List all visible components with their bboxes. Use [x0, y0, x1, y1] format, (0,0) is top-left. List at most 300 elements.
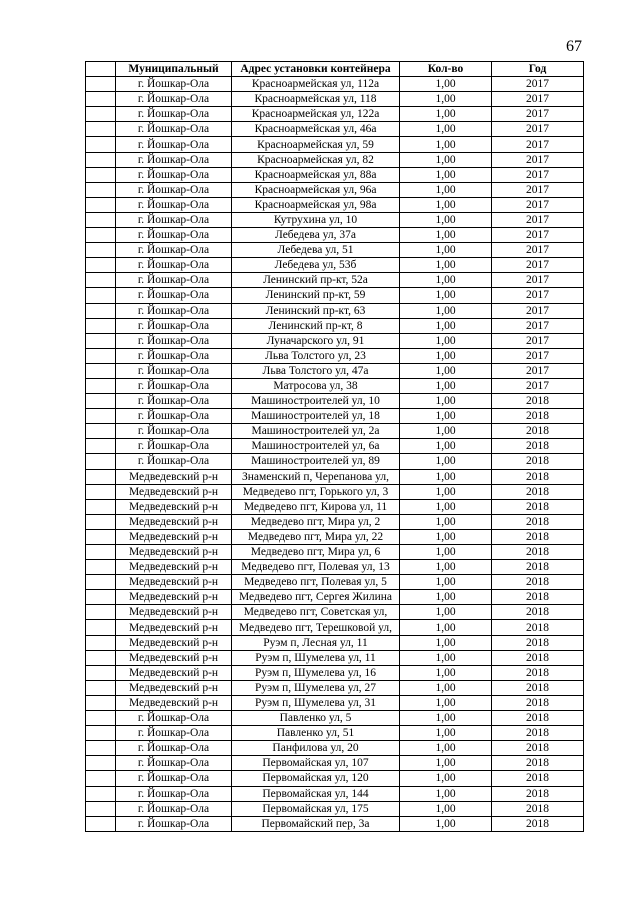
quantity-cell: 1,00 — [400, 258, 492, 273]
row-empty-cell — [86, 771, 116, 786]
table-row — [86, 771, 584, 786]
table-row — [86, 741, 584, 756]
address-cell: Медведево пгт, Терешковой ул, — [232, 620, 400, 635]
address-cell: Красноармейская ул, 96а — [232, 182, 400, 197]
year-cell: 2018 — [492, 529, 584, 544]
table-row — [86, 167, 584, 182]
address-cell: Ленинский пр-кт, 52а — [232, 273, 400, 288]
row-empty-cell — [86, 529, 116, 544]
municipality-cell: г. Йошкар-Ола — [116, 122, 232, 137]
year-cell: 2017 — [492, 348, 584, 363]
quantity-cell: 1,00 — [400, 333, 492, 348]
year-cell: 2017 — [492, 107, 584, 122]
row-empty-cell — [86, 394, 116, 409]
quantity-cell: 1,00 — [400, 363, 492, 378]
year-cell: 2017 — [492, 378, 584, 393]
municipality-cell: Медведевский р-н — [116, 680, 232, 695]
address-cell: Павленко ул, 51 — [232, 726, 400, 741]
municipality-cell: г. Йошкар-Ола — [116, 439, 232, 454]
row-empty-cell — [86, 197, 116, 212]
address-cell: Первомайская ул, 144 — [232, 786, 400, 801]
quantity-cell: 1,00 — [400, 77, 492, 92]
table-row — [86, 711, 584, 726]
table-row — [86, 137, 584, 152]
year-cell: 2017 — [492, 363, 584, 378]
municipality-cell: г. Йошкар-Ола — [116, 273, 232, 288]
address-cell: Медведево пгт, Полевая ул, 13 — [232, 560, 400, 575]
quantity-cell: 1,00 — [400, 212, 492, 227]
year-cell: 2018 — [492, 499, 584, 514]
municipality-cell: г. Йошкар-Ола — [116, 816, 232, 831]
row-empty-cell — [86, 665, 116, 680]
quantity-cell: 1,00 — [400, 348, 492, 363]
container-table — [85, 61, 584, 832]
year-cell: 2018 — [492, 514, 584, 529]
header-empty — [86, 62, 116, 77]
year-cell: 2018 — [492, 424, 584, 439]
municipality-cell: г. Йошкар-Ола — [116, 711, 232, 726]
year-cell: 2018 — [492, 756, 584, 771]
municipality-cell: Медведевский р-н — [116, 605, 232, 620]
row-empty-cell — [86, 212, 116, 227]
address-cell: Руэм п, Лесная ул, 11 — [232, 635, 400, 650]
year-cell: 2017 — [492, 77, 584, 92]
address-cell: Красноармейская ул, 118 — [232, 92, 400, 107]
year-cell: 2018 — [492, 590, 584, 605]
address-cell: Машиностроителей ул, 6а — [232, 439, 400, 454]
row-empty-cell — [86, 228, 116, 243]
quantity-cell: 1,00 — [400, 454, 492, 469]
address-cell: Руэм п, Шумелева ул, 27 — [232, 680, 400, 695]
row-empty-cell — [86, 635, 116, 650]
municipality-cell: г. Йошкар-Ола — [116, 303, 232, 318]
row-empty-cell — [86, 484, 116, 499]
municipality-cell: Медведевский р-н — [116, 590, 232, 605]
year-cell: 2018 — [492, 816, 584, 831]
row-empty-cell — [86, 273, 116, 288]
year-cell: 2017 — [492, 197, 584, 212]
municipality-cell: г. Йошкар-Ола — [116, 756, 232, 771]
address-cell: Медведево пгт, Мира ул, 22 — [232, 529, 400, 544]
quantity-cell: 1,00 — [400, 695, 492, 710]
municipality-cell: Медведевский р-н — [116, 695, 232, 710]
row-empty-cell — [86, 288, 116, 303]
quantity-cell: 1,00 — [400, 650, 492, 665]
municipality-cell: г. Йошкар-Ола — [116, 77, 232, 92]
municipality-cell: Медведевский р-н — [116, 635, 232, 650]
table-row — [86, 801, 584, 816]
municipality-cell: г. Йошкар-Ола — [116, 182, 232, 197]
year-cell: 2018 — [492, 711, 584, 726]
table-row — [86, 680, 584, 695]
table-row — [86, 650, 584, 665]
row-empty-cell — [86, 711, 116, 726]
year-cell: 2018 — [492, 409, 584, 424]
municipality-cell: г. Йошкар-Ола — [116, 363, 232, 378]
address-cell: Красноармейская ул, 88а — [232, 167, 400, 182]
row-empty-cell — [86, 560, 116, 575]
table-row — [86, 469, 584, 484]
year-cell: 2018 — [492, 741, 584, 756]
municipality-cell: г. Йошкар-Ола — [116, 424, 232, 439]
quantity-cell: 1,00 — [400, 152, 492, 167]
table-row — [86, 122, 584, 137]
year-cell: 2018 — [492, 454, 584, 469]
municipality-cell: Медведевский р-н — [116, 575, 232, 590]
address-cell: Руэм п, Шумелева ул, 16 — [232, 665, 400, 680]
table-row — [86, 197, 584, 212]
quantity-cell: 1,00 — [400, 303, 492, 318]
table-row — [86, 665, 584, 680]
row-empty-cell — [86, 333, 116, 348]
table-row — [86, 816, 584, 831]
quantity-cell: 1,00 — [400, 167, 492, 182]
year-cell: 2018 — [492, 560, 584, 575]
table-row — [86, 228, 584, 243]
address-cell: Льва Толстого ул, 47а — [232, 363, 400, 378]
quantity-cell: 1,00 — [400, 665, 492, 680]
address-cell: Медведево пгт, Мира ул, 6 — [232, 545, 400, 560]
row-empty-cell — [86, 243, 116, 258]
municipality-cell: г. Йошкар-Ола — [116, 258, 232, 273]
municipality-cell: Медведевский р-н — [116, 545, 232, 560]
address-cell: Первомайская ул, 120 — [232, 771, 400, 786]
address-cell: Луначарского ул, 91 — [232, 333, 400, 348]
row-empty-cell — [86, 499, 116, 514]
year-cell: 2017 — [492, 152, 584, 167]
quantity-cell: 1,00 — [400, 243, 492, 258]
quantity-cell: 1,00 — [400, 545, 492, 560]
year-cell: 2017 — [492, 333, 584, 348]
header-quantity: Кол-во — [400, 62, 492, 77]
table-row — [86, 378, 584, 393]
quantity-cell: 1,00 — [400, 107, 492, 122]
quantity-cell: 1,00 — [400, 560, 492, 575]
address-cell: Медведево пгт, Советская ул, — [232, 605, 400, 620]
table-row — [86, 454, 584, 469]
table-row — [86, 529, 584, 544]
address-cell: Медведево пгт, Мира ул, 2 — [232, 514, 400, 529]
row-empty-cell — [86, 545, 116, 560]
year-cell: 2017 — [492, 182, 584, 197]
year-cell: 2017 — [492, 258, 584, 273]
table-row — [86, 273, 584, 288]
address-cell: Лебедева ул, 51 — [232, 243, 400, 258]
table-row — [86, 303, 584, 318]
year-cell: 2017 — [492, 288, 584, 303]
municipality-cell: г. Йошкар-Ола — [116, 771, 232, 786]
address-cell: Лебедева ул, 37а — [232, 228, 400, 243]
quantity-cell: 1,00 — [400, 182, 492, 197]
table-row — [86, 695, 584, 710]
quantity-cell: 1,00 — [400, 529, 492, 544]
municipality-cell: г. Йошкар-Ола — [116, 212, 232, 227]
year-cell: 2017 — [492, 92, 584, 107]
year-cell: 2018 — [492, 650, 584, 665]
quantity-cell: 1,00 — [400, 756, 492, 771]
table-row — [86, 545, 584, 560]
row-empty-cell — [86, 469, 116, 484]
quantity-cell: 1,00 — [400, 197, 492, 212]
row-empty-cell — [86, 348, 116, 363]
quantity-cell: 1,00 — [400, 816, 492, 831]
table-row — [86, 243, 584, 258]
row-empty-cell — [86, 756, 116, 771]
address-cell: Медведево пгт, Горького ул, 3 — [232, 484, 400, 499]
address-cell: Машиностроителей ул, 2а — [232, 424, 400, 439]
row-empty-cell — [86, 167, 116, 182]
year-cell: 2018 — [492, 695, 584, 710]
table-row — [86, 786, 584, 801]
quantity-cell: 1,00 — [400, 122, 492, 137]
municipality-cell: Медведевский р-н — [116, 499, 232, 514]
table-row — [86, 726, 584, 741]
address-cell: Ленинский пр-кт, 63 — [232, 303, 400, 318]
municipality-cell: г. Йошкар-Ола — [116, 454, 232, 469]
quantity-cell: 1,00 — [400, 620, 492, 635]
quantity-cell: 1,00 — [400, 726, 492, 741]
municipality-cell: Медведевский р-н — [116, 514, 232, 529]
table-row — [86, 152, 584, 167]
year-cell: 2018 — [492, 469, 584, 484]
table-row — [86, 409, 584, 424]
year-cell: 2017 — [492, 212, 584, 227]
year-cell: 2018 — [492, 726, 584, 741]
table-row — [86, 363, 584, 378]
row-empty-cell — [86, 318, 116, 333]
municipality-cell: г. Йошкар-Ола — [116, 92, 232, 107]
year-cell: 2018 — [492, 680, 584, 695]
header-address: Адрес установки контейнера — [232, 62, 400, 77]
municipality-cell: г. Йошкар-Ола — [116, 137, 232, 152]
quantity-cell: 1,00 — [400, 273, 492, 288]
table-row — [86, 92, 584, 107]
address-cell: Первомайская ул, 175 — [232, 801, 400, 816]
address-cell: Кутрухина ул, 10 — [232, 212, 400, 227]
row-empty-cell — [86, 590, 116, 605]
quantity-cell: 1,00 — [400, 575, 492, 590]
municipality-cell: г. Йошкар-Ола — [116, 333, 232, 348]
quantity-cell: 1,00 — [400, 801, 492, 816]
row-empty-cell — [86, 620, 116, 635]
address-cell: Красноармейская ул, 112а — [232, 77, 400, 92]
page-number: 67 — [566, 38, 582, 55]
year-cell: 2018 — [492, 394, 584, 409]
quantity-cell: 1,00 — [400, 711, 492, 726]
address-cell: Первомайский пер, 3а — [232, 816, 400, 831]
municipality-cell: г. Йошкар-Ола — [116, 107, 232, 122]
address-cell: Машиностроителей ул, 18 — [232, 409, 400, 424]
row-empty-cell — [86, 726, 116, 741]
address-cell: Руэм п, Шумелева ул, 31 — [232, 695, 400, 710]
header-municipality: Муниципальный — [116, 62, 232, 77]
table-body — [86, 77, 584, 832]
row-empty-cell — [86, 575, 116, 590]
address-cell: Матросова ул, 38 — [232, 378, 400, 393]
quantity-cell: 1,00 — [400, 590, 492, 605]
table-row — [86, 756, 584, 771]
municipality-cell: г. Йошкар-Ола — [116, 228, 232, 243]
municipality-cell: г. Йошкар-Ола — [116, 786, 232, 801]
year-cell: 2018 — [492, 786, 584, 801]
year-cell: 2018 — [492, 439, 584, 454]
address-cell: Машиностроителей ул, 10 — [232, 394, 400, 409]
municipality-cell: г. Йошкар-Ола — [116, 394, 232, 409]
year-cell: 2017 — [492, 122, 584, 137]
address-cell: Медведево пгт, Сергея Жилина — [232, 590, 400, 605]
row-empty-cell — [86, 695, 116, 710]
year-cell: 2017 — [492, 243, 584, 258]
year-cell: 2018 — [492, 635, 584, 650]
address-cell: Машиностроителей ул, 89 — [232, 454, 400, 469]
table-row — [86, 182, 584, 197]
row-empty-cell — [86, 107, 116, 122]
municipality-cell: г. Йошкар-Ола — [116, 318, 232, 333]
row-empty-cell — [86, 409, 116, 424]
table-row — [86, 258, 584, 273]
quantity-cell: 1,00 — [400, 409, 492, 424]
address-cell: Медведево пгт, Полевая ул, 5 — [232, 575, 400, 590]
table-row — [86, 439, 584, 454]
row-empty-cell — [86, 454, 116, 469]
address-cell: Красноармейская ул, 46а — [232, 122, 400, 137]
row-empty-cell — [86, 77, 116, 92]
year-cell: 2018 — [492, 665, 584, 680]
address-cell: Красноармейская ул, 122а — [232, 107, 400, 122]
row-empty-cell — [86, 801, 116, 816]
table-row — [86, 107, 584, 122]
address-cell: Красноармейская ул, 98а — [232, 197, 400, 212]
row-empty-cell — [86, 514, 116, 529]
year-cell: 2017 — [492, 318, 584, 333]
table-row — [86, 288, 584, 303]
quantity-cell: 1,00 — [400, 228, 492, 243]
municipality-cell: г. Йошкар-Ола — [116, 741, 232, 756]
municipality-cell: г. Йошкар-Ола — [116, 243, 232, 258]
table-row — [86, 575, 584, 590]
quantity-cell: 1,00 — [400, 514, 492, 529]
table-row — [86, 333, 584, 348]
address-cell: Первомайская ул, 107 — [232, 756, 400, 771]
row-empty-cell — [86, 605, 116, 620]
quantity-cell: 1,00 — [400, 741, 492, 756]
address-cell: Знаменский п, Черепанова ул, — [232, 469, 400, 484]
table-row — [86, 318, 584, 333]
quantity-cell: 1,00 — [400, 288, 492, 303]
row-empty-cell — [86, 92, 116, 107]
municipality-cell: Медведевский р-н — [116, 529, 232, 544]
municipality-cell: г. Йошкар-Ола — [116, 801, 232, 816]
row-empty-cell — [86, 816, 116, 831]
row-empty-cell — [86, 152, 116, 167]
municipality-cell: Медведевский р-н — [116, 620, 232, 635]
row-empty-cell — [86, 122, 116, 137]
table-row — [86, 514, 584, 529]
year-cell: 2018 — [492, 771, 584, 786]
municipality-cell: Медведевский р-н — [116, 560, 232, 575]
table-row — [86, 484, 584, 499]
address-cell: Красноармейская ул, 59 — [232, 137, 400, 152]
municipality-cell: Медведевский р-н — [116, 484, 232, 499]
quantity-cell: 1,00 — [400, 394, 492, 409]
year-cell: 2017 — [492, 303, 584, 318]
table-row — [86, 499, 584, 514]
table-row — [86, 212, 584, 227]
row-empty-cell — [86, 137, 116, 152]
row-empty-cell — [86, 363, 116, 378]
municipality-cell: г. Йошкар-Ола — [116, 152, 232, 167]
quantity-cell: 1,00 — [400, 439, 492, 454]
row-empty-cell — [86, 303, 116, 318]
address-cell: Лебедева ул, 53б — [232, 258, 400, 273]
address-cell: Панфилова ул, 20 — [232, 741, 400, 756]
address-cell: Медведево пгт, Кирова ул, 11 — [232, 499, 400, 514]
row-empty-cell — [86, 182, 116, 197]
year-cell: 2018 — [492, 620, 584, 635]
quantity-cell: 1,00 — [400, 484, 492, 499]
table-row — [86, 348, 584, 363]
table-row — [86, 635, 584, 650]
quantity-cell: 1,00 — [400, 92, 492, 107]
year-cell: 2018 — [492, 484, 584, 499]
address-cell: Ленинский пр-кт, 8 — [232, 318, 400, 333]
year-cell: 2018 — [492, 801, 584, 816]
municipality-cell: г. Йошкар-Ола — [116, 348, 232, 363]
municipality-cell: Медведевский р-н — [116, 469, 232, 484]
municipality-cell: г. Йошкар-Ола — [116, 167, 232, 182]
row-empty-cell — [86, 650, 116, 665]
row-empty-cell — [86, 424, 116, 439]
table-row — [86, 394, 584, 409]
table-row — [86, 77, 584, 92]
quantity-cell: 1,00 — [400, 378, 492, 393]
municipality-cell: Медведевский р-н — [116, 650, 232, 665]
year-cell: 2018 — [492, 605, 584, 620]
municipality-cell: г. Йошкар-Ола — [116, 726, 232, 741]
address-cell: Льва Толстого ул, 23 — [232, 348, 400, 363]
row-empty-cell — [86, 786, 116, 801]
table-header-row — [86, 62, 584, 77]
quantity-cell: 1,00 — [400, 680, 492, 695]
address-cell: Руэм п, Шумелева ул, 11 — [232, 650, 400, 665]
row-empty-cell — [86, 439, 116, 454]
table-row — [86, 605, 584, 620]
municipality-cell: г. Йошкар-Ола — [116, 409, 232, 424]
row-empty-cell — [86, 680, 116, 695]
row-empty-cell — [86, 378, 116, 393]
year-cell: 2017 — [492, 273, 584, 288]
year-cell: 2018 — [492, 575, 584, 590]
address-cell: Красноармейская ул, 82 — [232, 152, 400, 167]
quantity-cell: 1,00 — [400, 469, 492, 484]
municipality-cell: г. Йошкар-Ола — [116, 378, 232, 393]
municipality-cell: г. Йошкар-Ола — [116, 197, 232, 212]
quantity-cell: 1,00 — [400, 786, 492, 801]
year-cell: 2017 — [492, 167, 584, 182]
year-cell: 2017 — [492, 228, 584, 243]
table-row — [86, 590, 584, 605]
address-cell: Ленинский пр-кт, 59 — [232, 288, 400, 303]
municipality-cell: г. Йошкар-Ола — [116, 288, 232, 303]
quantity-cell: 1,00 — [400, 137, 492, 152]
table-row — [86, 560, 584, 575]
quantity-cell: 1,00 — [400, 605, 492, 620]
row-empty-cell — [86, 258, 116, 273]
quantity-cell: 1,00 — [400, 499, 492, 514]
table-row — [86, 424, 584, 439]
year-cell: 2018 — [492, 545, 584, 560]
quantity-cell: 1,00 — [400, 318, 492, 333]
